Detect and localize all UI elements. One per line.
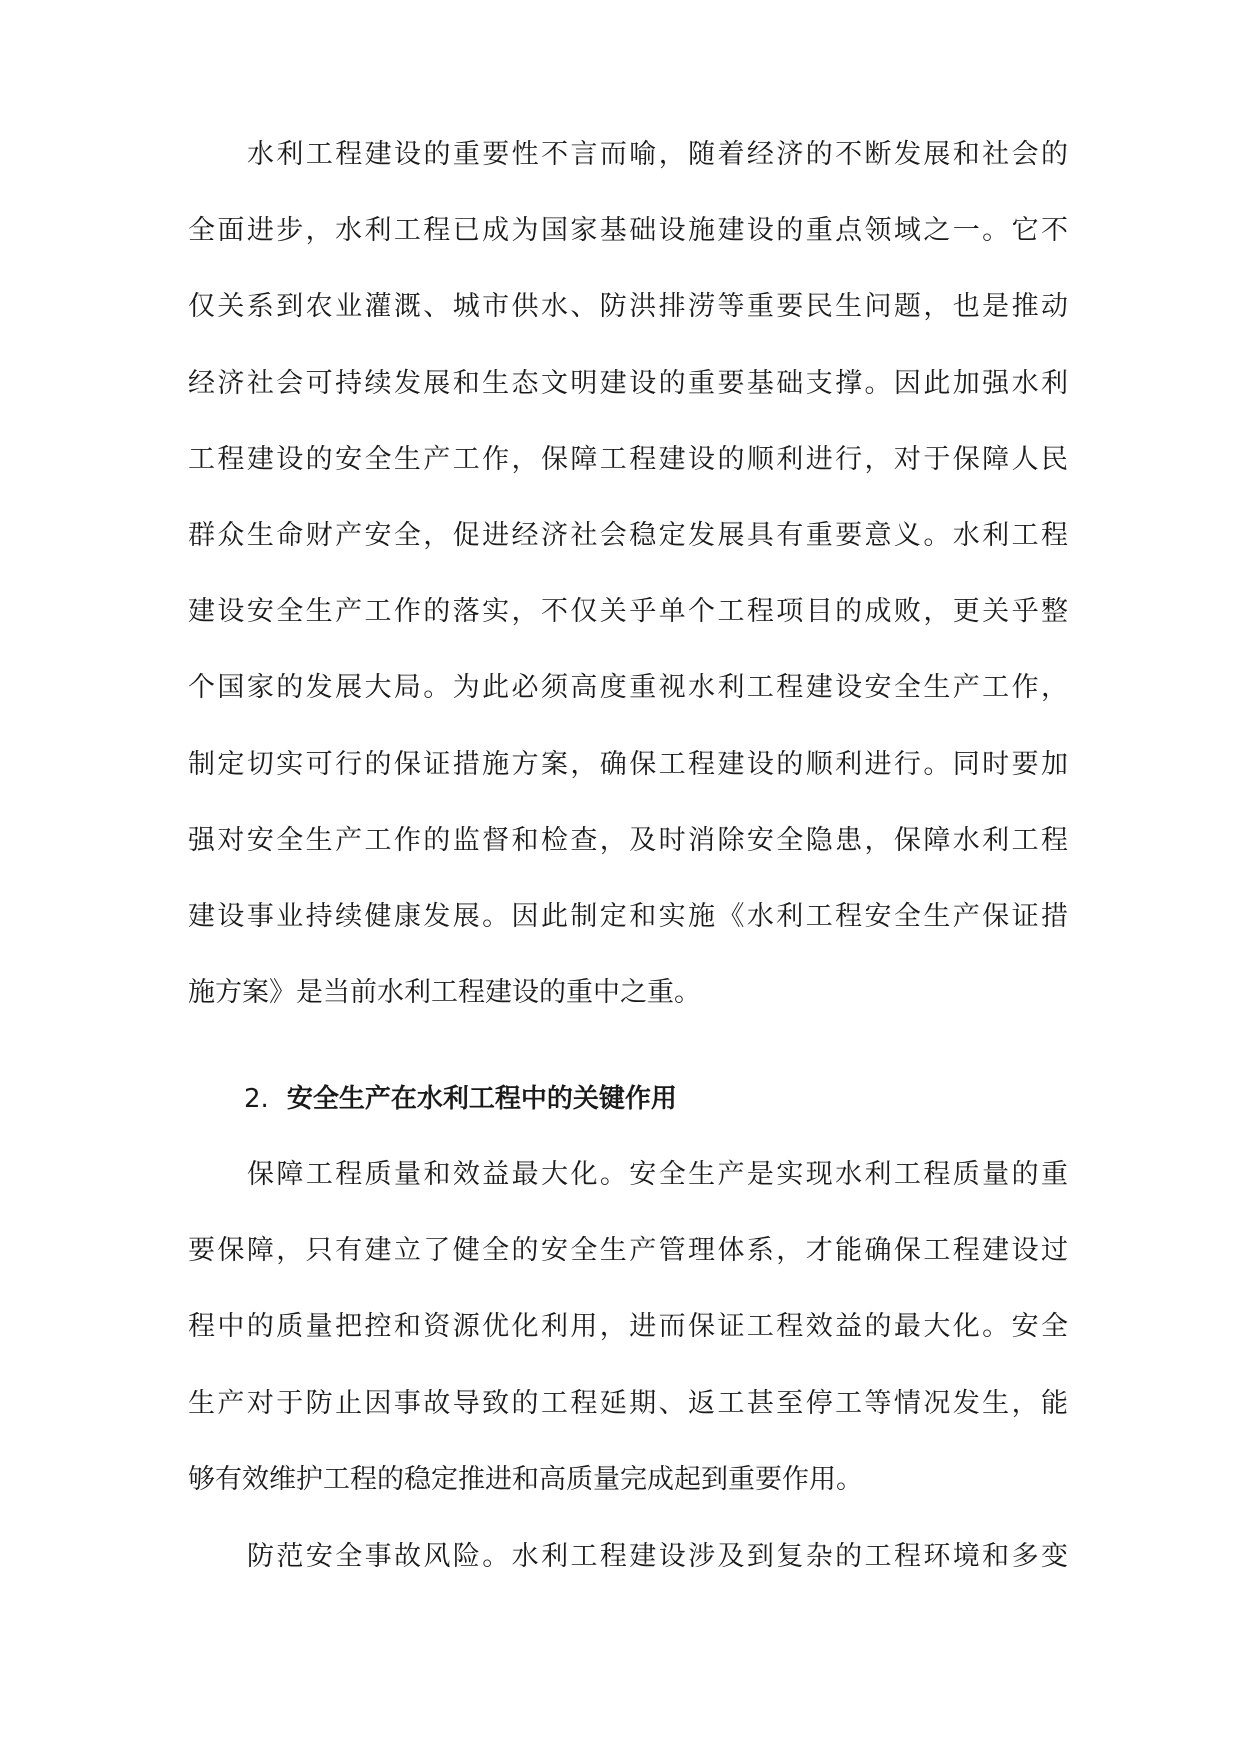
paragraph-line: 群众生命财产安全，促进经济社会稳定发展具有重要意义。水利工程 [188,519,1068,551]
paragraph-line: 生产对于防止因事故导致的工程延期、返工甚至停工等情况发生，能 [188,1387,1068,1419]
paragraph-line: 水利工程建设的重要性不言而喻，随着经济的不断发展和社会的 [247,139,1068,170]
paragraph-line: 制定切实可行的保证措施方案，确保工程建设的顺利进行。同时要加 [188,748,1068,780]
paragraph-line: 够有效维护工程的稳定推进和高质量完成起到重要作用。 [188,1463,863,1495]
paragraph-line: 仅关系到农业灌溉、城市供水、防洪排涝等重要民生问题，也是推动 [188,291,1068,323]
paragraph-line: 建设安全生产工作的落实，不仅关乎单个工程项目的成败，更关乎整 [188,596,1068,628]
paragraph-line: 保障工程质量和效益最大化。安全生产是实现水利工程质量的重 [247,1159,1068,1190]
paragraph-line: 程中的质量把控和资源优化利用，进而保证工程效益的最大化。安全 [188,1311,1068,1343]
paragraph-line: 防范安全事故风险。水利工程建设涉及到复杂的工程环境和多变 [247,1541,1068,1572]
section-heading [244,1061,677,1137]
intro-paragraph [188,117,1068,1031]
paragraph-line: 经济社会可持续发展和生态文明建设的重要基础支撑。因此加强水利 [188,367,1068,399]
paragraph-line: 建设事业持续健康发展。因此制定和实施《水利工程安全生产保证措 [188,900,1068,932]
paragraph-line: 要保障，只有建立了健全的安全生产管理体系，才能确保工程建设过 [188,1235,1068,1267]
paragraph-line: 工程建设的安全生产工作，保障工程建设的顺利进行，对于保障人民 [188,443,1068,475]
section-number: 2. [244,1084,269,1114]
paragraph-line: 施方案》是当前水利工程建设的重中之重。 [188,977,701,1009]
quality-paragraph [188,1137,1068,1518]
risk-paragraph [188,1519,1068,1595]
section-title: 安全生产在水利工程中的关键作用 [286,1084,677,1114]
paragraph-line: 全面进步，水利工程已成为国家基础设施建设的重点领域之一。它不 [188,215,1068,247]
paragraph-line: 个国家的发展大局。为此必须高度重视水利工程建设安全生产工作， [188,672,1068,704]
paragraph-line: 强对安全生产工作的监督和检查，及时消除安全隐患，保障水利工程 [188,824,1068,856]
